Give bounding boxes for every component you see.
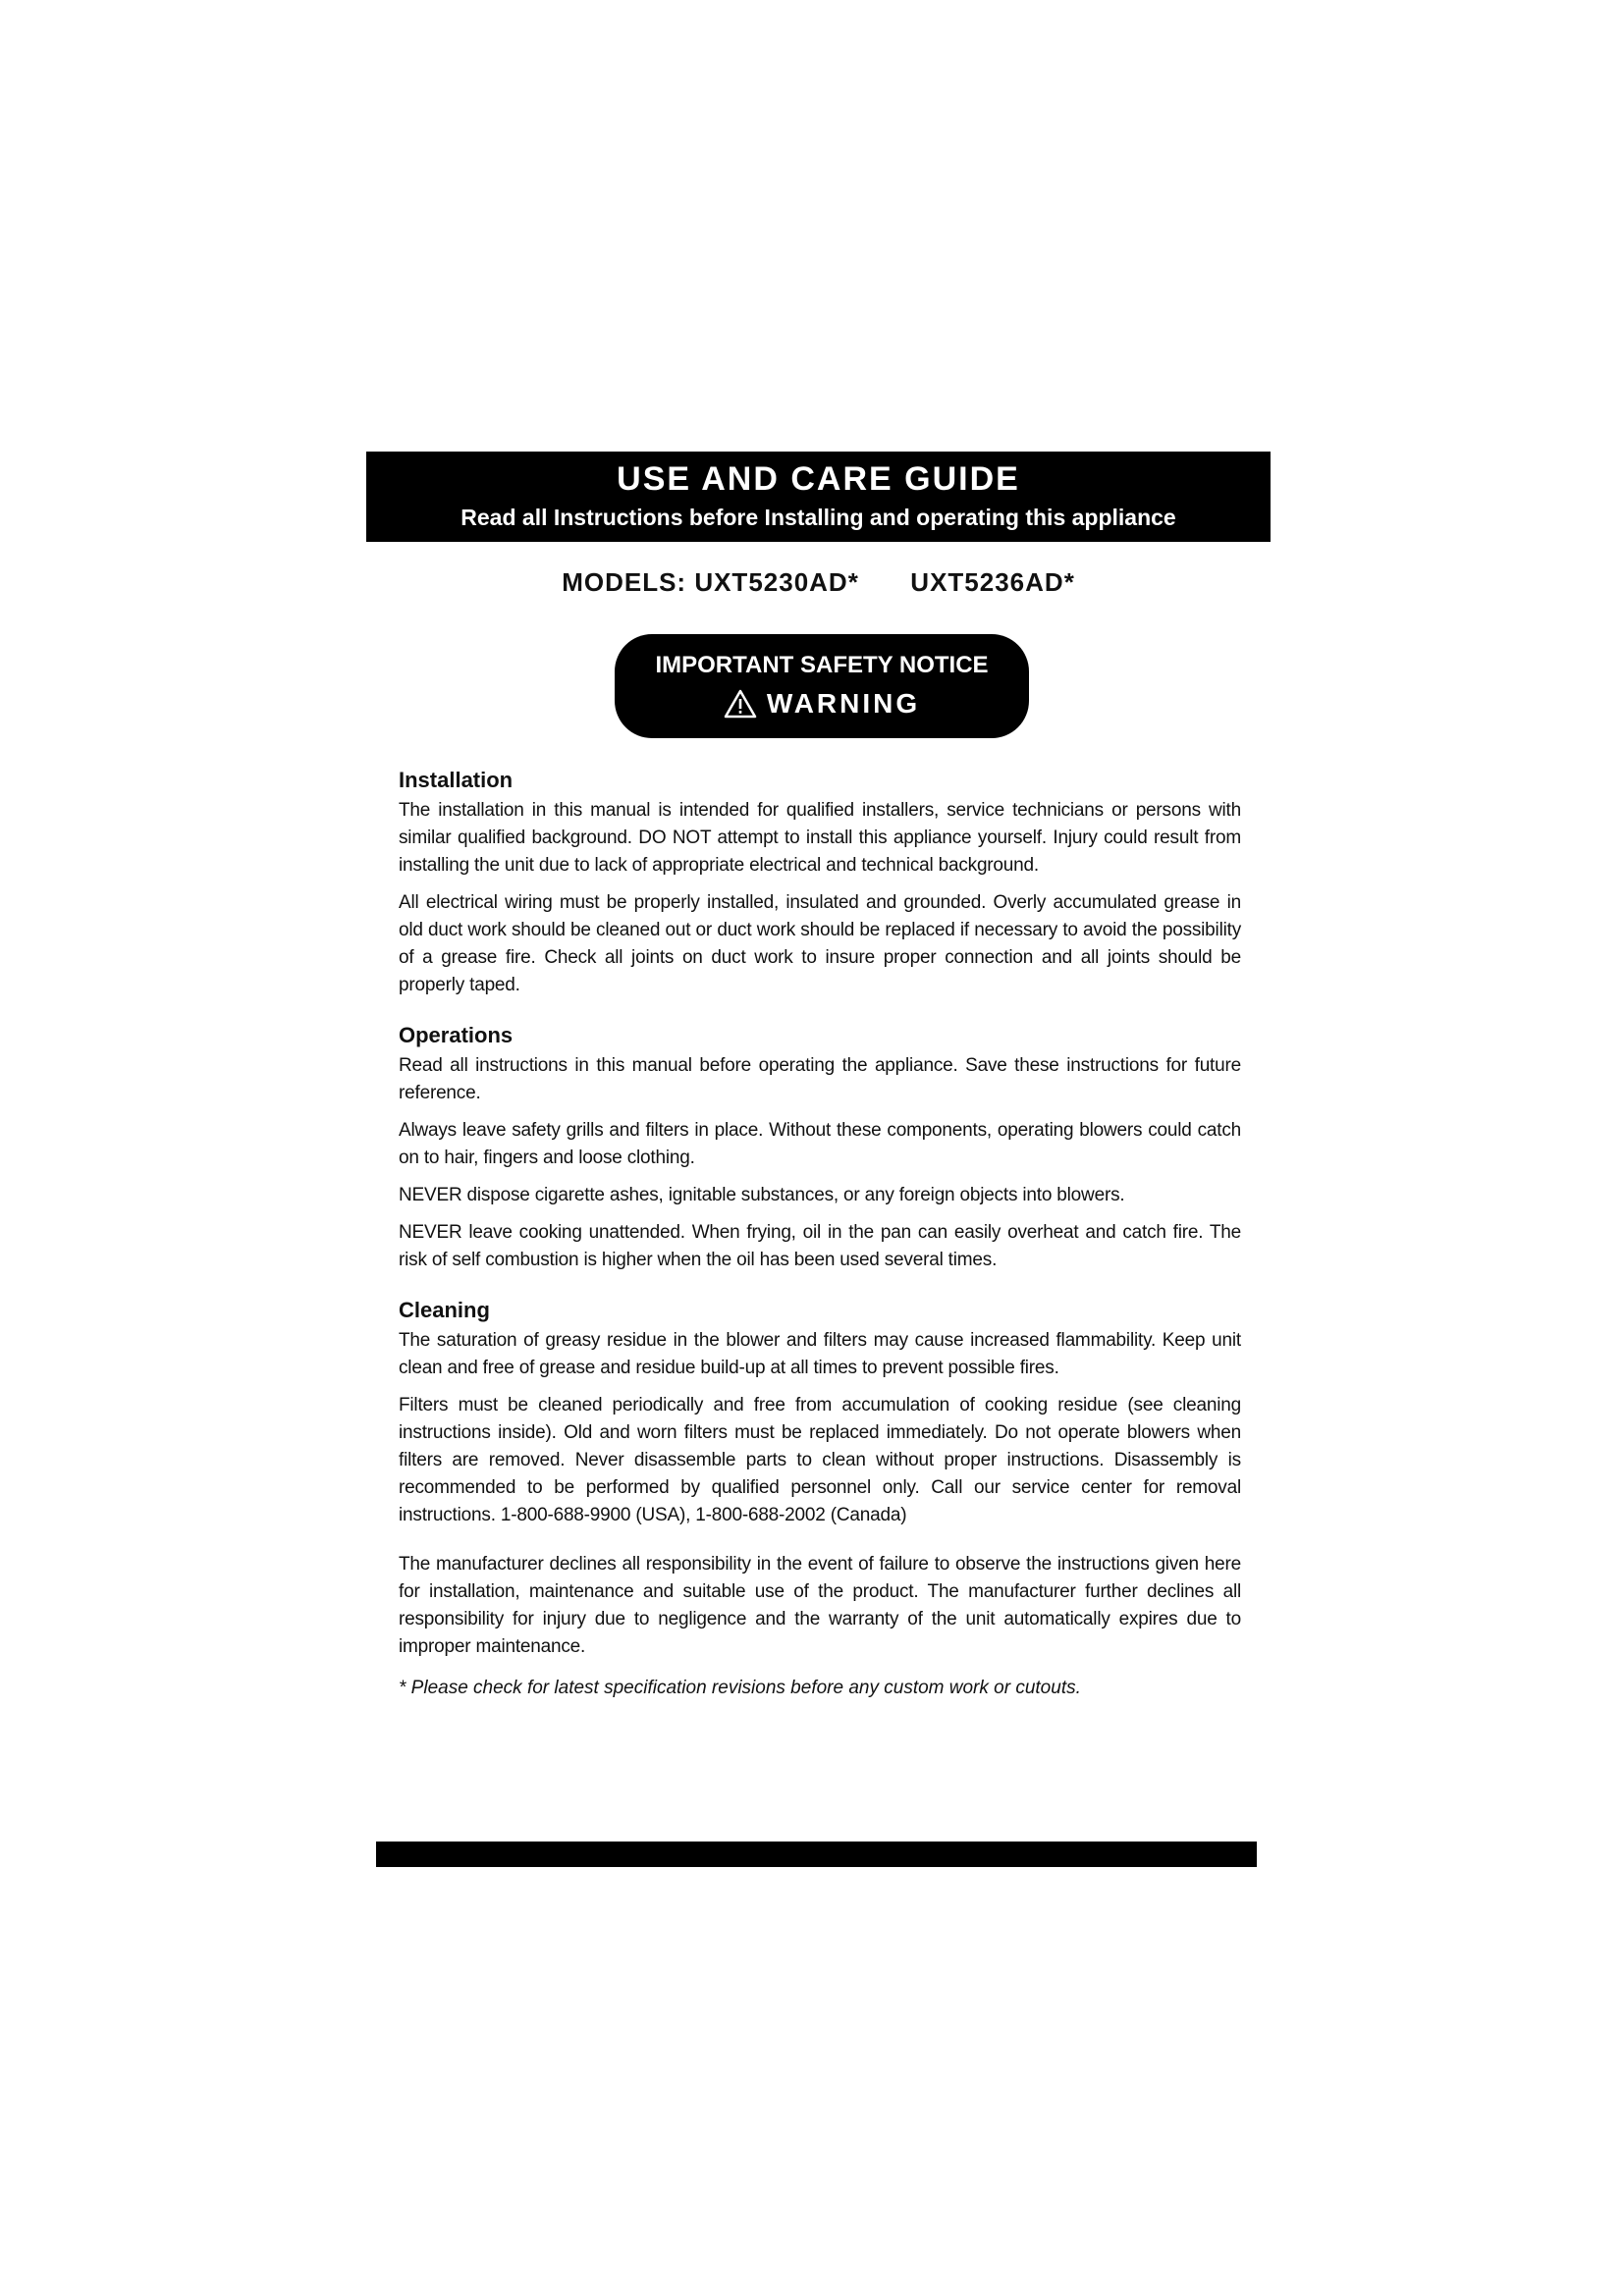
section-heading: Installation (399, 768, 514, 792)
paragraph: Always leave safety grills and filters in place. Without these components, operating blowers could catch on to hair, fingers and loose clothing. (399, 1120, 1241, 1168)
models-label: MODELS: (562, 567, 687, 597)
section-cleaning (399, 1296, 1241, 1529)
paragraph: The saturation of greasy residue in the blower and filters may cause increased flammability. Keep unit clean and free of grease and residue build-up at all times to prevent possible fires. (399, 1330, 1241, 1378)
section-heading: Cleaning (399, 1298, 490, 1322)
document-body (399, 766, 1241, 1702)
safety-notice-title: IMPORTANT SAFETY NOTICE (655, 652, 989, 678)
paragraph: The installation in this manual is intended for qualified installers, service technicians or persons with similar qualified background. DO NOT attempt to install this appliance yourself. Injury could result from installing the unit due to lack of appropriate electrical and technical background. (399, 800, 1241, 876)
document-subtitle: Read all Instructions before Installing and operating this appliance (460, 505, 1176, 530)
document-title: USE AND CARE GUIDE (617, 460, 1020, 498)
safety-notice-badge (615, 634, 1029, 738)
section-operations (399, 1021, 1241, 1274)
paragraph: Filters must be cleaned periodically and free from accumulation of cooking residue (see cleaning instructions inside). Old and worn filters must be replaced immediately. Do not operate blowers when filters are removed. Never disassemble parts to clean without proper instructions. Disassembly is recommended to be performed by qualified personnel only. Call our service center for removal instructions. 1-800-688-9900 (USA), 1-800-688-2002 (Canada) (399, 1395, 1241, 1525)
paragraph: NEVER dispose cigarette ashes, ignitable substances, or any foreign objects into blowers. (399, 1185, 1125, 1205)
footnote: * Please check for latest specification revisions before any custom work or cutouts. (399, 1678, 1081, 1698)
paragraph: NEVER leave cooking unattended. When frying, oil in the pan can easily overheat and catch fire. The risk of self combustion is higher when the oil has been used several times. (399, 1222, 1241, 1270)
paragraph: Read all instructions in this manual before operating the appliance. Save these instructions for future reference. (399, 1055, 1241, 1103)
warning-triangle-icon (724, 689, 757, 719)
footer-rule (376, 1842, 1257, 1867)
models-line (366, 565, 1271, 599)
section-installation (399, 766, 1241, 999)
section-heading: Operations (399, 1023, 514, 1047)
disclaimer-paragraph: The manufacturer declines all responsibility in the event of failure to observe the instructions given here for installation, maintenance and suitable use of the product. The manufacturer further declines all responsibility for injury due to negligence and the warranty of the unit automatically expires due to improper maintenance. (399, 1554, 1241, 1657)
model-number-1: UXT5230AD* (694, 567, 859, 597)
warning-label-row (615, 686, 1029, 721)
paragraph: All electrical wiring must be properly installed, insulated and grounded. Overly accumulated grease in old duct work should be cleaned out or duct work should be replaced if necessary to avoid the possibility of a grease fire. Check all joints on duct work to insure proper connection and all joints should be properly taped. (399, 892, 1241, 995)
warning-text: WARNING (766, 688, 921, 719)
model-number-2: UXT5236AD* (910, 567, 1075, 597)
header-banner (366, 452, 1271, 542)
